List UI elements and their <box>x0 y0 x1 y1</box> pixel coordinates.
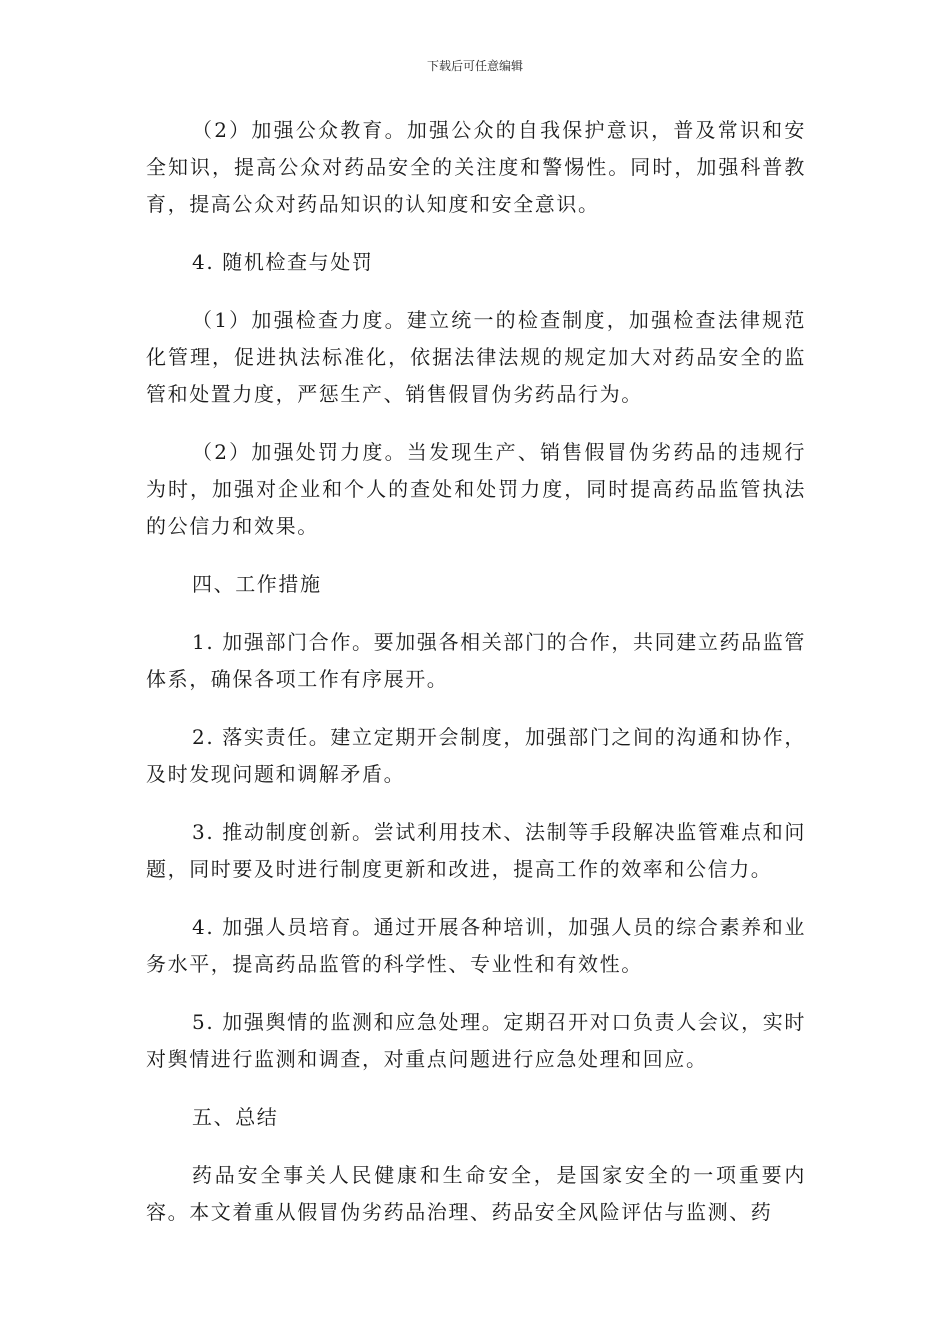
paragraph-department-cooperation: 1. 加强部门合作。要加强各相关部门的合作，共同建立药品监管体系，确保各项工作有序展开。 <box>146 630 806 691</box>
paragraph-system-innovation: 3. 推动制度创新。尝试利用技术、法制等手段解决监管难点和问题，同时要及时进行制度更新和改进，提高工作的效率和公信力。 <box>146 820 806 881</box>
paragraph-public-education: （2）加强公众教育。加强公众的自我保护意识，普及常识和安全知识，提高公众对药品安全的关注度和警惕性。同时，加强科普教育，提高公众对药品知识的认知度和安全意识。 <box>146 118 806 216</box>
document-body <box>146 112 806 1252</box>
paragraph-summary: 药品安全事关人民健康和生命安全，是国家安全的一项重要内容。本文着重从假冒伪劣药品治理、药品安全风险评估与监测、药 <box>146 1163 806 1224</box>
page-header: 下载后可任意编辑 <box>426 59 523 73</box>
paragraph-public-opinion: 5. 加强舆情的监测和应急处理。定期召开对口负责人会议，实时对舆情进行监测和调查，对重点问题进行应急处理和回应。 <box>146 1010 806 1071</box>
paragraph-penalty-strength: （2）加强处罚力度。当发现生产、销售假冒伪劣药品的违规行为时，加强对企业和个人的查处和处罚力度，同时提高药品监管执法的公信力和效果。 <box>146 440 806 538</box>
heading-random-inspection: 4. 随机检查与处罚 <box>192 250 374 274</box>
heading-work-measures: 四、工作措施 <box>192 572 322 596</box>
paragraph-inspection-strength: （1）加强检查力度。建立统一的检查制度，加强检查法律规范化管理，促进执法标准化，依据法律法规的规定加大对药品安全的监管和处置力度，严惩生产、销售假冒伪劣药品行为。 <box>146 308 806 406</box>
paragraph-responsibility: 2. 落实责任。建立定期开会制度，加强部门之间的沟通和协作，及时发现问题和调解矛盾。 <box>146 725 806 786</box>
heading-summary: 五、总结 <box>192 1105 279 1129</box>
paragraph-staff-training: 4. 加强人员培育。通过开展各种培训，加强人员的综合素养和业务水平，提高药品监管的科学性、专业性和有效性。 <box>146 915 806 976</box>
